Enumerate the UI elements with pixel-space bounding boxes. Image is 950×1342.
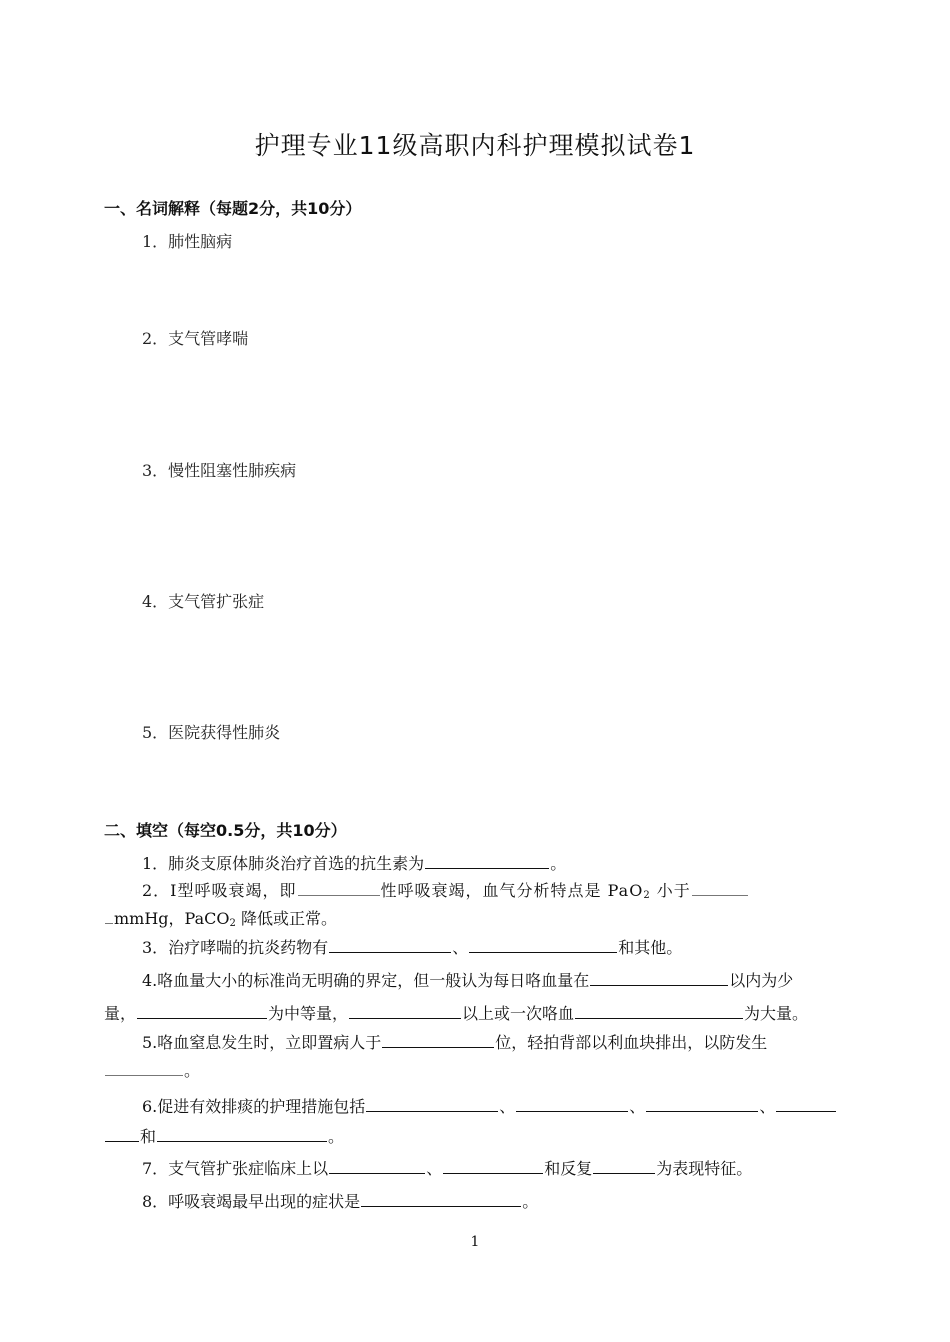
question-text: 和 bbox=[140, 1127, 157, 1146]
answer-blank[interactable] bbox=[105, 1126, 139, 1142]
question-text: 、 bbox=[629, 1097, 646, 1116]
answer-blank[interactable] bbox=[157, 1126, 327, 1142]
question-text: 、 bbox=[426, 1159, 443, 1178]
question-2-continued bbox=[104, 906, 337, 929]
subscript: 2 bbox=[229, 918, 236, 929]
question-text: 位，轻拍背部以利血块排出，以防发生 bbox=[495, 1033, 768, 1052]
term-item: 3．慢性阻塞性肺疾病 bbox=[142, 461, 297, 480]
question-6-continued bbox=[104, 1124, 344, 1147]
question-text: 7．支气管扩张症临床上以 bbox=[142, 1159, 329, 1178]
term-item: 2．支气管哮喘 bbox=[142, 329, 249, 348]
answer-blank[interactable] bbox=[776, 1096, 836, 1112]
answer-blank[interactable] bbox=[137, 1003, 267, 1019]
question-text: 性呼吸衰竭，血气分析特点是 PaO bbox=[380, 881, 644, 900]
question-text: 3．治疗哮喘的抗炎药物有 bbox=[142, 938, 329, 957]
question-text: 。 bbox=[184, 1061, 201, 1080]
question-text: 8．呼吸衰竭最早出现的症状是 bbox=[142, 1192, 361, 1211]
answer-blank[interactable] bbox=[425, 853, 549, 869]
question-8 bbox=[142, 1189, 538, 1212]
question-text: 、 bbox=[499, 1097, 516, 1116]
question-3 bbox=[142, 935, 682, 958]
document-title: 护理专业11级高职内科护理模拟试卷1 bbox=[254, 131, 696, 160]
term-item: 1．肺性脑病 bbox=[142, 232, 233, 251]
answer-blank[interactable] bbox=[469, 937, 617, 953]
subscript: 2 bbox=[643, 890, 651, 901]
question-text: 6.促进有效排痰的护理措施包括 bbox=[142, 1097, 366, 1116]
question-text: 5.咯血窒息发生时，立即置病人于 bbox=[142, 1033, 382, 1052]
answer-blank[interactable] bbox=[298, 880, 380, 896]
question-text: 量， bbox=[104, 1004, 137, 1023]
answer-blank[interactable] bbox=[361, 1191, 521, 1207]
question-text: mmHg，PaCO bbox=[114, 909, 230, 928]
answer-blank[interactable] bbox=[105, 908, 113, 924]
question-text: 和其他。 bbox=[618, 938, 683, 957]
answer-blank[interactable] bbox=[349, 1003, 461, 1019]
question-text: 。 bbox=[522, 1192, 539, 1211]
answer-blank[interactable] bbox=[105, 1060, 183, 1076]
question-7 bbox=[142, 1156, 752, 1179]
question-text: 为表现特征。 bbox=[656, 1159, 753, 1178]
question-text: 、 bbox=[452, 938, 469, 957]
question-6 bbox=[142, 1094, 837, 1117]
question-text: 小于 bbox=[650, 881, 691, 900]
question-text: 4.咯血量大小的标准尚无明确的界定，但一般认为每日咯血量在 bbox=[142, 971, 590, 990]
term-item: 4．支气管扩张症 bbox=[142, 592, 265, 611]
question-text: 降低或正常。 bbox=[235, 909, 337, 928]
answer-blank[interactable] bbox=[382, 1032, 494, 1048]
question-text: 2．Ⅰ型呼吸衰竭，即 bbox=[142, 881, 297, 900]
question-5 bbox=[142, 1030, 767, 1053]
question-text: 以上或一次咯血 bbox=[462, 1004, 575, 1023]
answer-blank[interactable] bbox=[593, 1158, 655, 1174]
question-text: 为大量。 bbox=[744, 1004, 809, 1023]
question-text: 。 bbox=[328, 1127, 345, 1146]
question-2 bbox=[142, 878, 749, 901]
page-number: 1 bbox=[470, 1234, 480, 1250]
answer-blank[interactable] bbox=[692, 880, 748, 896]
answer-blank[interactable] bbox=[516, 1096, 628, 1112]
answer-blank[interactable] bbox=[590, 970, 728, 986]
answer-blank[interactable] bbox=[329, 1158, 425, 1174]
answer-blank[interactable] bbox=[646, 1096, 758, 1112]
question-text: 为中等量， bbox=[268, 1004, 349, 1023]
question-text: 以内为少 bbox=[729, 971, 794, 990]
answer-blank[interactable] bbox=[575, 1003, 743, 1019]
answer-blank[interactable] bbox=[443, 1158, 543, 1174]
question-5-continued bbox=[104, 1058, 200, 1081]
answer-blank[interactable] bbox=[366, 1096, 498, 1112]
question-text: 。 bbox=[550, 854, 567, 873]
question-4 bbox=[142, 968, 793, 991]
term-item: 5．医院获得性肺炎 bbox=[142, 723, 281, 742]
answer-blank[interactable] bbox=[329, 937, 451, 953]
question-4-continued bbox=[104, 1001, 808, 1024]
question-1 bbox=[142, 851, 566, 874]
question-text: 、 bbox=[759, 1097, 776, 1116]
section-heading-definitions: 一、名词解释（每题2分，共10分） bbox=[104, 199, 362, 218]
question-text: 1．肺炎支原体肺炎治疗首选的抗生素为 bbox=[142, 854, 425, 873]
section-heading-fill-blank: 二、填空（每空0.5分，共10分） bbox=[104, 821, 347, 840]
question-text: 和反复 bbox=[544, 1159, 593, 1178]
